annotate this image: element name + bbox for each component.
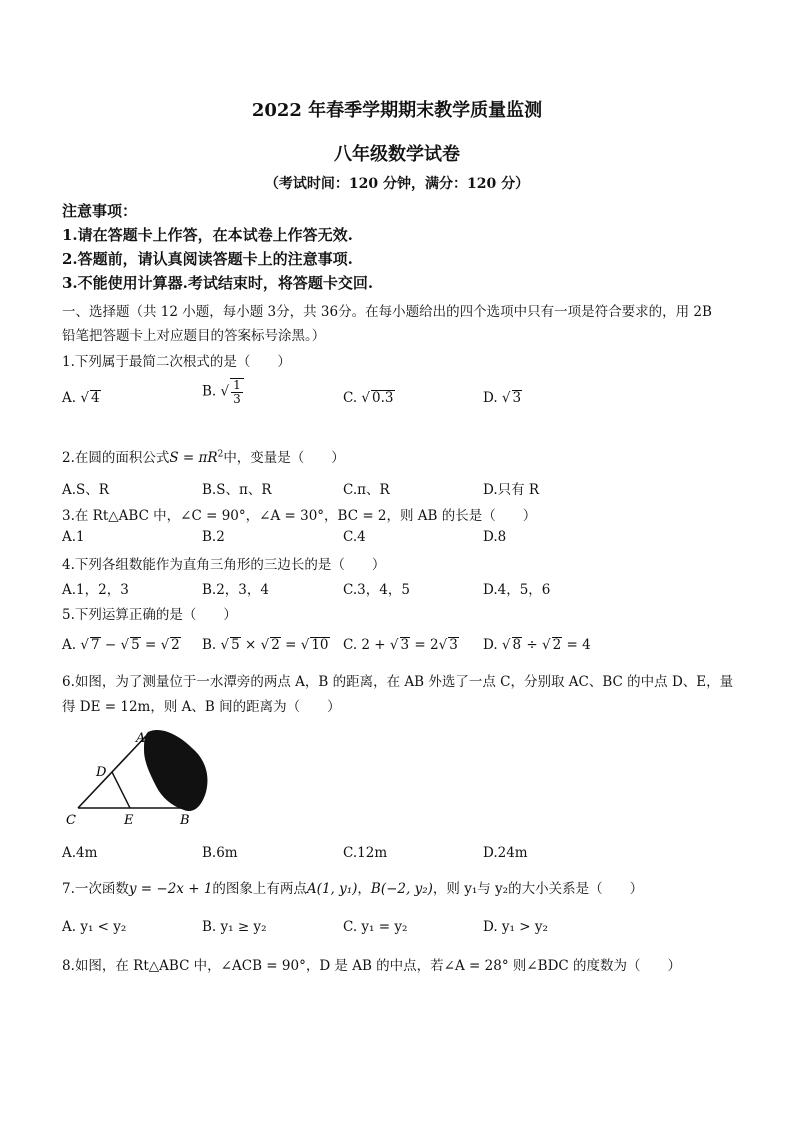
note-item: 3.不能使用计算器.考试结束时，将答题卡交回. [62,274,374,292]
option-d: D.4，5，6 [483,582,551,598]
exam-title: 2022 年春季学期期末教学质量监测 [251,100,543,121]
label-e: E [124,813,134,828]
option-c: C.3，4，5 [343,582,410,598]
option-a: A. √ 7 − √ 5 = √ 2 [62,637,180,653]
option-a: A.1，2，3 [62,582,129,598]
notes-heading: 注意事项： [62,202,138,220]
question-4-stem: 4.下列各组数能作为直角三角形的三边长的是（ ） [62,557,386,573]
question-2-stem: 2.在圆的面积公式$S = \pi R^2$中，变量是（ ） [62,449,345,466]
label-a: A [136,731,146,746]
question-1-options [62,378,742,420]
option-a: A.S、R [62,482,109,498]
option-c: C.12m [343,845,388,861]
question-1-stem: 1.下列属于最简二次根式的是（ ） [62,354,291,370]
option-b: B.S、π、R [202,482,272,498]
exam-subtitle: 八年级数学试卷 [334,144,460,165]
option-c: C. 2 + √ 3 = 2√ 3 [343,637,458,653]
section-instruction-line-1: 一、选择题（共 12 小题，每小题 3分，共 36分。在每小题给出的四个选项中只有一项是符合要求的，用 2B [62,304,712,320]
question-5-options [62,637,742,667]
option-a: A.1 [62,529,85,545]
option-b: B. √ $\frac{1}{3}$ [202,378,244,406]
option-c: C.4 [343,529,366,545]
label-b: B [180,813,190,828]
question-5-stem: 5.下列运算正确的是（ ） [62,607,237,623]
option-a: A. y₁ < y₂ [62,919,127,935]
section-instruction-line-2: 铅笔把答题卡上对应题目的答案标号涂黑。） [62,328,326,344]
option-d: D.只有 R [483,482,540,498]
question-7-options [62,919,742,949]
fraction: $\frac{1}{3}$ [230,378,244,406]
option-b: B. √ 5 × √ 2 = √ 10 [202,637,329,653]
option-a: A. √ 4 [62,390,100,406]
option-c: C. y₁ = y₂ [343,919,408,935]
option-c: C. √ 0.3 [343,390,394,406]
question-6-stem-line-1: 6.如图，为了测量位于一水潭旁的两点 A，B 的距离，在 AB 外选了一点 C，分别取 AC、BC 的中点 D、E，量 [62,674,734,690]
option-d: D. √ 8 ÷ √ 2 = 4 [483,637,591,653]
question-3-stem: 3.在 Rt△ABC 中，∠C = 90°，∠A = 30°，BC = 2，则 AB 的长是（ ） [62,508,537,524]
option-a: A.4m [62,845,98,861]
note-item: 1.请在答题卡上作答，在本试卷上作答无效. [62,226,353,244]
question-8-stem: 8.如图，在 Rt△ABC 中，∠ACB = 90°，D 是 AB 的中点，若∠A = 28° 则∠BDC 的度数为（ ） [62,958,682,974]
option-b: B.2 [202,529,225,545]
option-c: C.π、R [343,482,390,498]
question-6-stem-line-2: 得 DE = 12m，则 A、B 间的距离为（ ） [62,699,341,715]
option-d: D. √ 3 [483,390,522,406]
segment-de [112,772,130,808]
exam-info: （考试时间：120 分钟，满分：120 分） [264,176,530,192]
label-c: C [66,813,76,828]
option-d: D.8 [483,529,507,545]
pond-shape [144,730,207,811]
label-d: D [96,765,107,780]
option-d: D.24m [483,845,528,861]
option-b: B.6m [202,845,238,861]
option-b: B.2，3，4 [202,582,269,598]
question-7-stem: 7.一次函数y = −2x + 1的图象上有两点A(1, y₁)，B(−2, y₂)，则 y₁与 y₂的大小关系是（ ） [62,881,644,897]
question-6-options [62,845,742,875]
option-b: B. y₁ ≥ y₂ [202,919,267,935]
option-d: D. y₁ > y₂ [483,919,548,935]
note-item: 2.答题前，请认真阅读答题卡上的注意事项. [62,250,353,268]
pond-triangle-figure [60,722,220,834]
